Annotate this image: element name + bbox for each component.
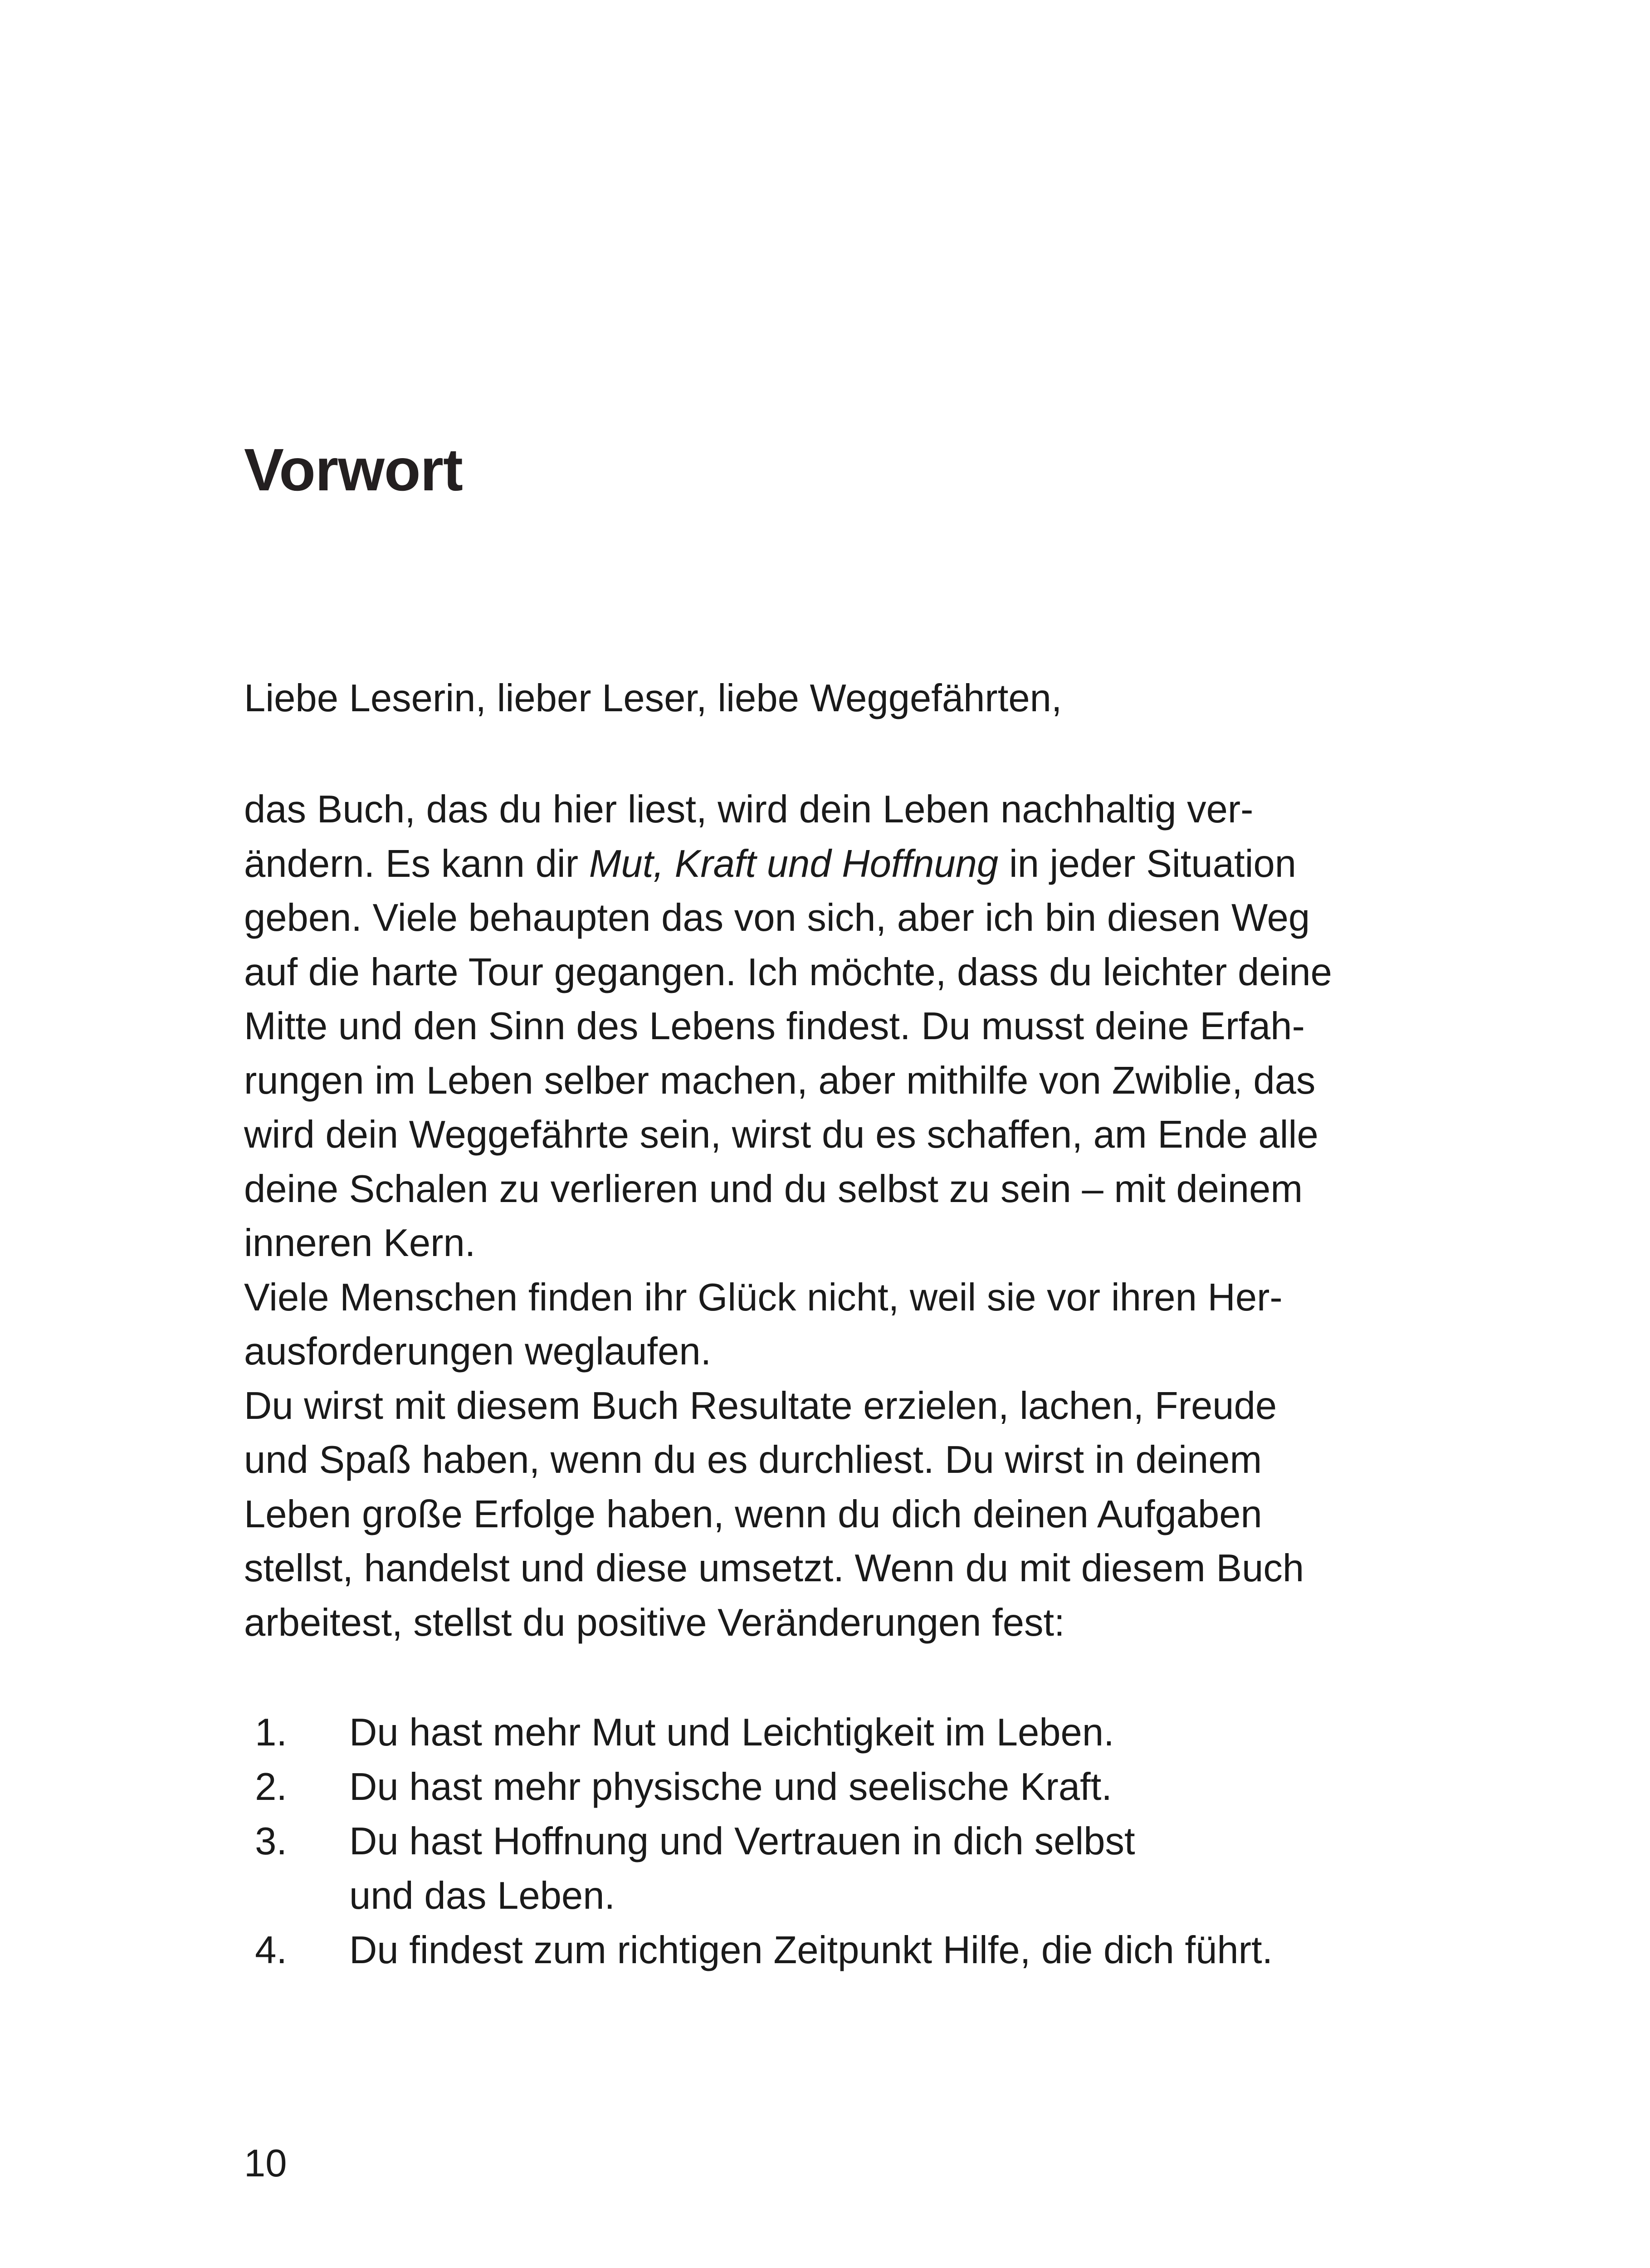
list-item-number — [244, 1923, 349, 1978]
body-line — [244, 837, 1469, 891]
list-item-number — [244, 1814, 349, 1923]
list-item-text — [349, 1706, 1114, 1760]
page-title: Vorwort — [244, 436, 463, 503]
body-line: Mitte und den Sinn des Lebens findest. Du musst deine Erfah- — [244, 1005, 1305, 1048]
list-number-text: 1. — [255, 1711, 287, 1754]
list-item-text — [349, 1760, 1112, 1814]
body-line: auf die harte Tour gegangen. Ich möchte, dass du leichter deine — [244, 950, 1332, 994]
list-item-line: Du hast Hoffnung und Vertrauen in dich selbst — [349, 1820, 1135, 1863]
body-line: das Buch, das du hier liest, wird dein Leben nachhaltig ver- — [244, 788, 1254, 831]
list-item — [244, 1760, 1273, 1814]
list-item-number — [244, 1760, 349, 1814]
body-line: Viele Menschen finden ihr Glück nicht, weil sie vor ihren Her- — [244, 1276, 1283, 1319]
body-line: deine Schalen zu verlieren und du selbst zu sein – mit deinem — [244, 1167, 1303, 1211]
salutation: Liebe Leserin, lieber Leser, liebe Weggefährten, — [244, 677, 1062, 720]
list-item-line: Du findest zum richtigen Zeitpunkt Hilfe, die dich führt. — [349, 1929, 1273, 1972]
list-item-line: Du hast mehr Mut und Leichtigkeit im Leben. — [349, 1711, 1114, 1754]
list-item-line: und das Leben. — [349, 1874, 615, 1917]
body-line: ausforderungen weglaufen. — [244, 1330, 712, 1373]
list-item-line: Du hast mehr physische und seelische Kraft. — [349, 1765, 1112, 1809]
list-item-number — [244, 1706, 349, 1760]
list-item — [244, 1814, 1273, 1923]
list-item — [244, 1706, 1273, 1760]
page-number: 10 — [244, 2142, 287, 2185]
list-number-text: 2. — [255, 1765, 287, 1809]
body-line: und Spaß haben, wenn du es durchliest. Du wirst in deinem — [244, 1438, 1262, 1481]
body-line-text: ändern. Es kann dir — [244, 842, 589, 885]
body-line: arbeitest, stellst du positive Veränderungen fest: — [244, 1601, 1065, 1644]
numbered-list — [244, 1706, 1273, 1978]
body-line-text: in jeder Situation — [998, 842, 1297, 885]
emphasized-text: Mut, Kraft und Hoffnung — [589, 842, 999, 885]
list-item — [244, 1923, 1273, 1978]
body-line: inneren Kern. — [244, 1222, 476, 1265]
body-line: Du wirst mit diesem Buch Resultate erzielen, lachen, Freude — [244, 1384, 1277, 1427]
body-line: stellst, handelst und diese umsetzt. Wenn du mit diesem Buch — [244, 1547, 1304, 1590]
body-line: geben. Viele behaupten das von sich, aber ich bin diesen Weg — [244, 896, 1310, 939]
body-line: wird dein Weggefährte sein, wirst du es schaffen, am Ende alle — [244, 1113, 1318, 1156]
list-number-text: 4. — [255, 1929, 287, 1972]
body-line: Leben große Erfolge haben, wenn du dich deinen Aufgaben — [244, 1492, 1262, 1536]
list-number-text: 3. — [255, 1820, 287, 1863]
body-line: rungen im Leben selber machen, aber mithilfe von Zwiblie, das — [244, 1059, 1316, 1102]
list-item-text — [349, 1923, 1273, 1978]
list-item-text — [349, 1814, 1135, 1923]
body-paragraph — [244, 782, 1469, 1650]
